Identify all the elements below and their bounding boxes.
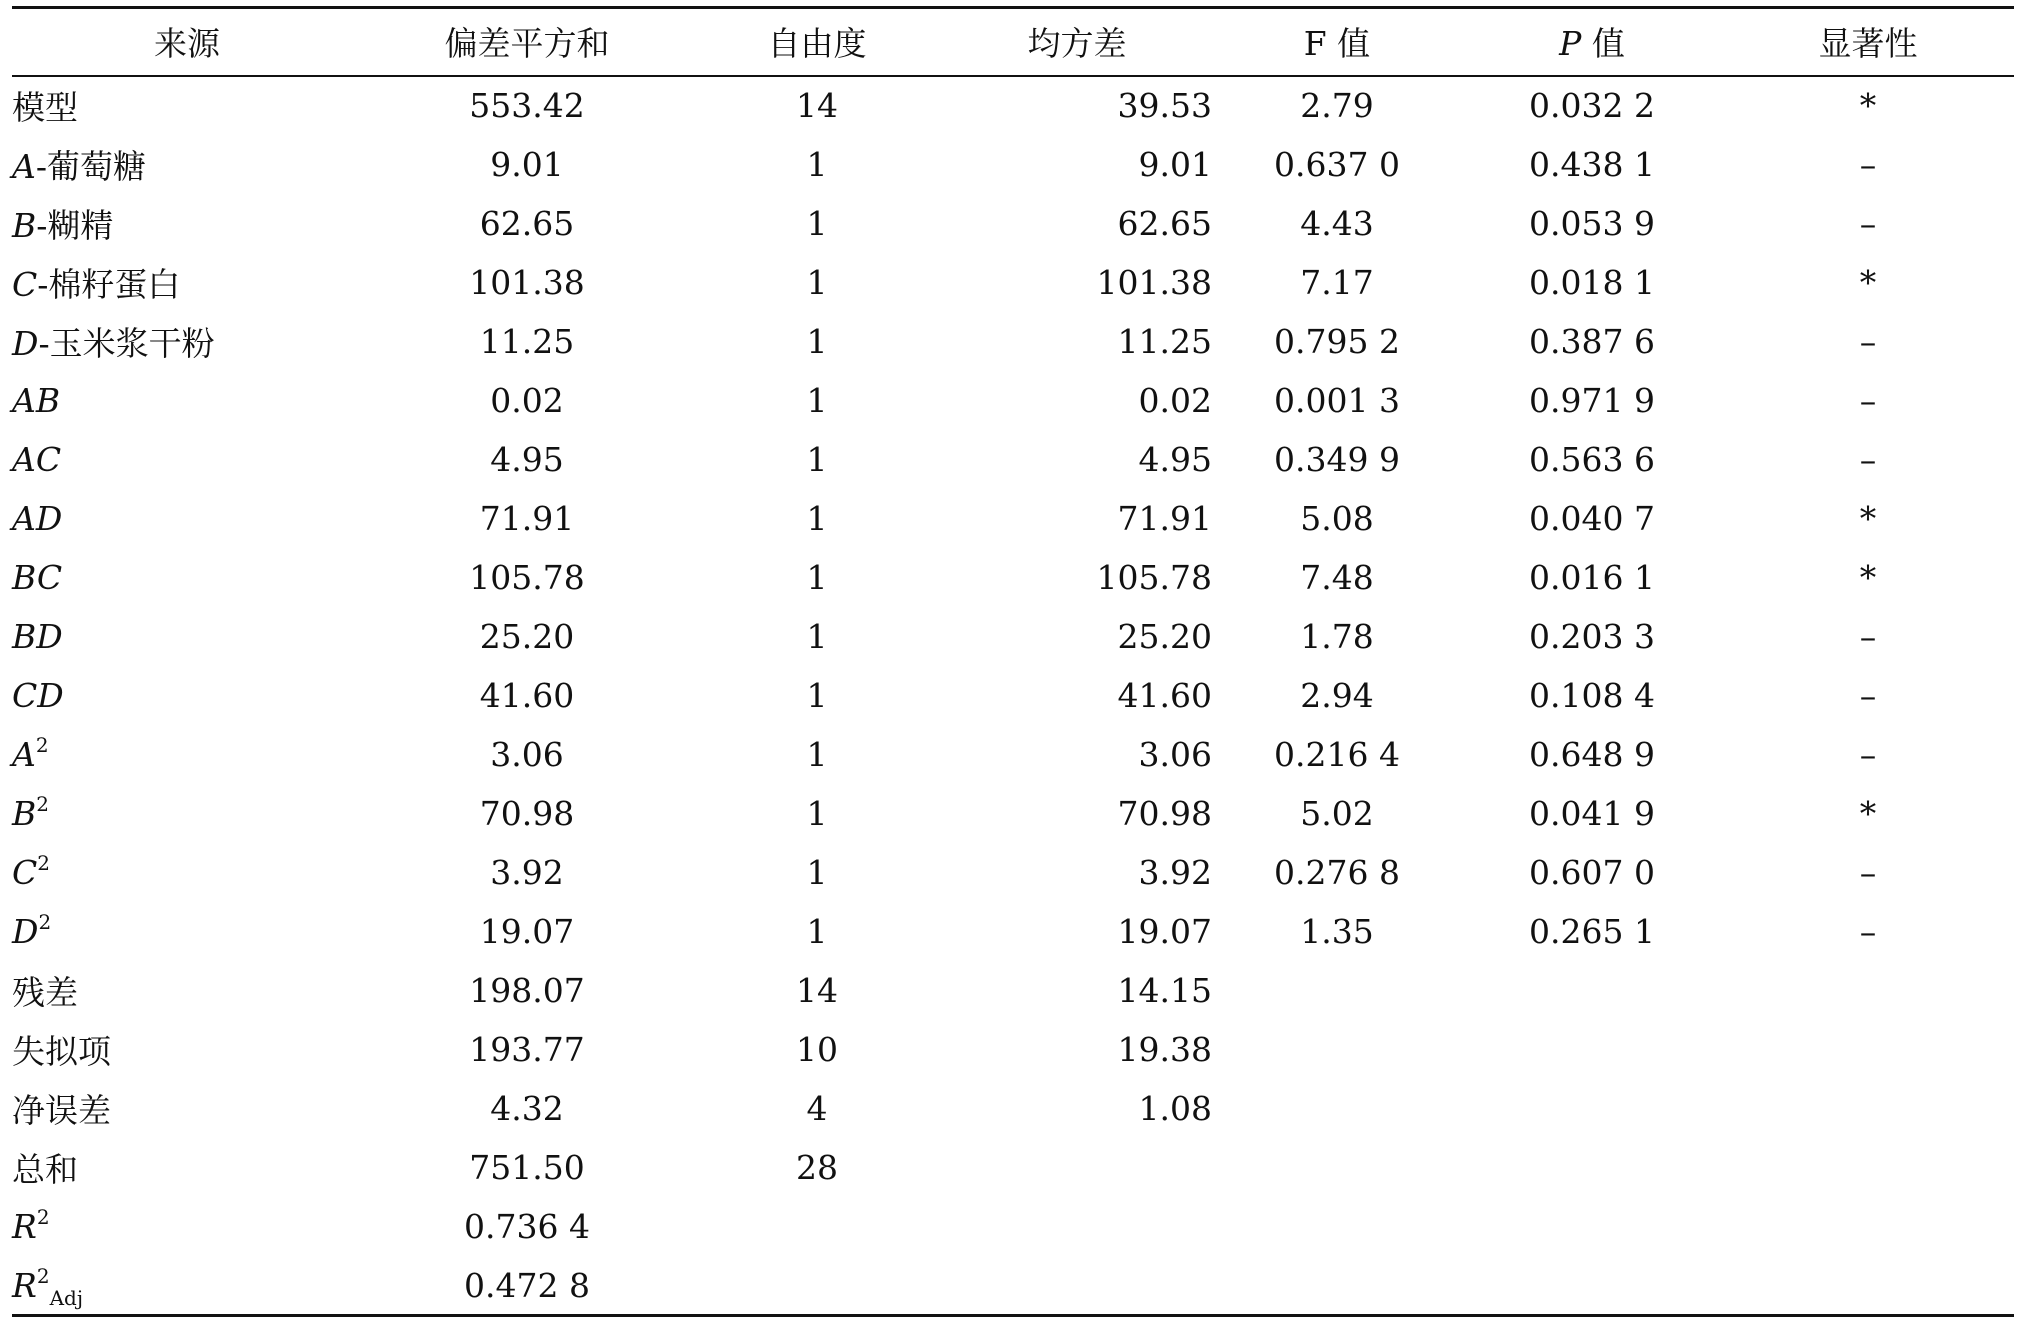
header-sum-of-squares: 偏差平方和 — [362, 8, 692, 76]
header-mean-square: 均方差 — [942, 8, 1212, 76]
source-cell — [12, 1079, 362, 1138]
df-cell: 10 — [796, 1030, 838, 1070]
table-row — [12, 1256, 2014, 1315]
f-value-cell: 2.79 — [1300, 86, 1374, 126]
significance-cell: – — [1859, 675, 1877, 715]
header-p-letter: P — [1559, 24, 1582, 64]
p-value-cell — [1462, 961, 1722, 1020]
sum-of-squares-cell: 105.78 — [469, 557, 585, 597]
mean-square-cell: 19.07 — [1117, 912, 1212, 952]
source-symbol: AD — [12, 498, 63, 538]
significance-cell: * — [1859, 262, 1877, 302]
df-cell: 1 — [806, 675, 828, 715]
table-row — [12, 489, 2014, 548]
p-value-cell: 0.053 9 — [1529, 203, 1655, 243]
sum-of-squares-cell: 62.65 — [479, 203, 575, 243]
significance-cell: – — [1859, 616, 1877, 656]
header-p-suffix: 值 — [1581, 24, 1625, 64]
df-cell: 4 — [806, 1089, 828, 1129]
source-cell — [12, 1138, 362, 1197]
table-row — [12, 253, 2014, 312]
f-value-cell — [1212, 1020, 1462, 1079]
f-value-cell — [1212, 1197, 1462, 1256]
mean-square-cell: 70.98 — [1117, 794, 1212, 834]
mean-square-cell: 39.53 — [1117, 86, 1212, 126]
p-value-cell — [1462, 1079, 1722, 1138]
significance-cell: – — [1859, 912, 1877, 952]
df-cell — [692, 1256, 942, 1315]
mean-square-cell: 62.65 — [1117, 203, 1212, 243]
table-row — [12, 548, 2014, 607]
mean-square-cell: 0.02 — [1138, 380, 1212, 420]
source-cell — [12, 548, 362, 607]
p-value-cell: 0.032 2 — [1529, 86, 1655, 126]
f-value-cell: 0.276 8 — [1274, 853, 1400, 893]
p-value-cell: 0.563 6 — [1529, 439, 1655, 479]
source-cell — [12, 725, 362, 784]
mean-square-cell: 14.15 — [1117, 971, 1212, 1011]
significance-cell: * — [1859, 794, 1877, 834]
source-cell — [12, 194, 362, 253]
p-value-cell — [1462, 1138, 1722, 1197]
source-superscript: 2 — [38, 910, 52, 935]
source-cell — [12, 253, 362, 312]
mean-square-cell — [942, 1138, 1212, 1197]
source-symbol: B — [12, 794, 37, 834]
source-symbol: A — [12, 146, 36, 186]
significance-cell: – — [1859, 203, 1877, 243]
table-row — [12, 312, 2014, 371]
df-cell: 14 — [796, 86, 838, 126]
sum-of-squares-cell: 553.42 — [469, 86, 585, 126]
mean-square-cell: 3.92 — [1138, 853, 1212, 893]
source-label: 净误差 — [12, 1091, 111, 1131]
f-value-cell — [1212, 1256, 1462, 1315]
f-value-cell: 0.795 2 — [1274, 321, 1400, 361]
table-row — [12, 430, 2014, 489]
source-label: 失拟项 — [12, 1032, 111, 1072]
sum-of-squares-cell: 3.92 — [490, 853, 564, 893]
f-value-cell — [1212, 961, 1462, 1020]
table-row — [12, 1197, 2014, 1256]
table-row — [12, 961, 2014, 1020]
p-value-cell: 0.971 9 — [1529, 380, 1655, 420]
table-row — [12, 843, 2014, 902]
sum-of-squares-cell: 25.20 — [479, 616, 575, 656]
f-value-cell: 1.35 — [1300, 912, 1374, 952]
source-superscript: 2 — [36, 792, 49, 817]
source-symbol: C — [12, 264, 38, 304]
mean-square-cell: 19.38 — [1117, 1030, 1212, 1070]
mean-square-cell: 25.20 — [1117, 616, 1212, 656]
p-value-cell: 0.040 7 — [1529, 498, 1655, 538]
df-cell: 28 — [796, 1148, 838, 1188]
significance-cell: – — [1859, 853, 1877, 893]
mean-square-cell: 101.38 — [1096, 262, 1212, 302]
df-cell: 1 — [806, 439, 828, 479]
mean-square-cell: 4.95 — [1138, 439, 1212, 479]
table-row — [12, 135, 2014, 194]
sum-of-squares-cell: 751.50 — [469, 1148, 585, 1188]
sum-of-squares-cell: 193.77 — [469, 1030, 585, 1070]
mean-square-cell — [942, 1256, 1212, 1315]
df-cell: 1 — [806, 616, 828, 656]
p-value-cell: 0.016 1 — [1529, 557, 1655, 597]
sum-of-squares-cell: 0.736 4 — [464, 1207, 590, 1247]
table-row — [12, 1138, 2014, 1197]
sum-of-squares-cell: 9.01 — [490, 144, 564, 184]
df-cell: 14 — [796, 971, 838, 1011]
df-cell: 1 — [806, 203, 828, 243]
source-label: -糊精 — [36, 205, 114, 245]
significance-cell: – — [1859, 735, 1877, 775]
significance-cell — [1722, 1256, 2014, 1315]
f-value-cell: 7.17 — [1300, 262, 1374, 302]
f-value-cell: 1.78 — [1300, 616, 1374, 656]
df-cell: 1 — [806, 498, 828, 538]
source-symbol: BC — [12, 557, 63, 597]
mean-square-cell — [942, 1197, 1212, 1256]
source-cell — [12, 1020, 362, 1079]
table-row — [12, 371, 2014, 430]
significance-cell: – — [1859, 380, 1877, 420]
header-row — [12, 8, 2014, 76]
source-cell — [12, 666, 362, 725]
sum-of-squares-cell: 198.07 — [469, 971, 585, 1011]
source-subscript: Adj — [49, 1285, 84, 1310]
df-cell: 1 — [806, 557, 828, 597]
table-row — [12, 725, 2014, 784]
p-value-cell — [1462, 1256, 1722, 1315]
p-value-cell: 0.387 6 — [1529, 321, 1655, 361]
p-value-cell: 0.607 0 — [1529, 853, 1655, 893]
f-value-cell: 0.349 9 — [1274, 439, 1400, 479]
source-symbol: D — [12, 912, 39, 952]
mean-square-cell: 71.91 — [1117, 498, 1212, 538]
source-label: -玉米浆干粉 — [38, 323, 215, 363]
significance-cell — [1722, 1020, 2014, 1079]
mean-square-cell: 9.01 — [1138, 144, 1212, 184]
table-row — [12, 194, 2014, 253]
source-cell — [12, 843, 362, 902]
mean-square-cell: 1.08 — [1138, 1089, 1212, 1129]
f-value-cell: 2.94 — [1300, 675, 1374, 715]
df-cell: 1 — [806, 912, 828, 952]
source-label: 总和 — [12, 1150, 78, 1190]
p-value-cell — [1462, 1197, 1722, 1256]
sum-of-squares-cell: 4.32 — [490, 1089, 564, 1129]
significance-cell: – — [1859, 439, 1877, 479]
f-value-cell: 0.637 0 — [1274, 144, 1400, 184]
table-row — [12, 666, 2014, 725]
source-superscript: 2 — [36, 1205, 50, 1230]
source-symbol: D — [12, 323, 39, 363]
sum-of-squares-cell: 70.98 — [479, 794, 575, 834]
f-value-cell: 0.001 3 — [1274, 380, 1400, 420]
source-cell — [12, 1256, 362, 1315]
mean-square-cell: 41.60 — [1117, 675, 1212, 715]
significance-cell: * — [1859, 557, 1877, 597]
source-label: -葡萄糖 — [35, 146, 146, 186]
f-value-cell — [1212, 1138, 1462, 1197]
significance-cell — [1722, 1197, 2014, 1256]
table-row — [12, 902, 2014, 961]
p-value-cell: 0.438 1 — [1529, 144, 1655, 184]
anova-table — [12, 6, 2014, 1317]
source-superscript: 2 — [36, 1263, 50, 1288]
table-row — [12, 1020, 2014, 1079]
df-cell: 1 — [806, 321, 828, 361]
significance-cell — [1722, 1138, 2014, 1197]
table-row — [12, 76, 2014, 135]
source-symbol: R — [12, 1265, 37, 1305]
source-label: -棉籽蛋白 — [37, 264, 181, 304]
mean-square-cell: 11.25 — [1117, 321, 1212, 361]
sum-of-squares-cell: 41.60 — [479, 675, 575, 715]
source-cell — [12, 607, 362, 666]
p-value-cell: 0.203 3 — [1529, 616, 1655, 656]
source-superscript: 2 — [35, 733, 49, 758]
table-row — [12, 1079, 2014, 1138]
df-cell: 1 — [806, 380, 828, 420]
f-value-cell: 0.216 4 — [1274, 735, 1400, 775]
df-cell: 1 — [806, 735, 828, 775]
df-cell: 1 — [806, 144, 828, 184]
source-label: 残差 — [12, 973, 78, 1013]
table-header — [12, 8, 2014, 76]
table-body — [12, 76, 2014, 1316]
table-row — [12, 784, 2014, 843]
f-value-cell — [1212, 1079, 1462, 1138]
p-value-cell: 0.265 1 — [1529, 912, 1655, 952]
sum-of-squares-cell: 4.95 — [490, 439, 564, 479]
df-cell — [692, 1197, 942, 1256]
source-cell — [12, 784, 362, 843]
header-source: 来源 — [12, 8, 362, 76]
f-value-cell: 7.48 — [1300, 557, 1374, 597]
header-p-value — [1462, 8, 1722, 76]
source-cell — [12, 1197, 362, 1256]
sum-of-squares-cell: 101.38 — [469, 262, 585, 302]
sum-of-squares-cell: 11.25 — [479, 321, 575, 361]
source-symbol: BD — [12, 616, 63, 656]
source-cell — [12, 902, 362, 961]
mean-square-cell: 105.78 — [1096, 557, 1212, 597]
source-symbol: B — [12, 205, 37, 245]
significance-cell: – — [1859, 321, 1877, 361]
p-value-cell: 0.041 9 — [1529, 794, 1655, 834]
source-cell — [12, 76, 362, 135]
header-significance: 显著性 — [1722, 8, 2014, 76]
f-value-cell: 5.02 — [1300, 794, 1374, 834]
header-f-value: F 值 — [1212, 8, 1462, 76]
source-symbol: CD — [12, 675, 64, 715]
source-symbol: A — [12, 735, 36, 775]
df-cell: 1 — [806, 853, 828, 893]
source-cell — [12, 489, 362, 548]
source-symbol: AC — [12, 439, 62, 479]
source-cell — [12, 961, 362, 1020]
sum-of-squares-cell: 3.06 — [490, 735, 564, 775]
source-cell — [12, 135, 362, 194]
header-df: 自由度 — [692, 8, 942, 76]
df-cell: 1 — [806, 262, 828, 302]
p-value-cell: 0.648 9 — [1529, 735, 1655, 775]
p-value-cell: 0.018 1 — [1529, 262, 1655, 302]
sum-of-squares-cell: 71.91 — [479, 498, 575, 538]
sum-of-squares-cell: 0.02 — [490, 380, 564, 420]
source-cell — [12, 430, 362, 489]
source-symbol: C — [12, 853, 38, 893]
source-symbol: AB — [12, 380, 61, 420]
significance-cell: – — [1859, 144, 1877, 184]
df-cell: 1 — [806, 794, 828, 834]
p-value-cell — [1462, 1020, 1722, 1079]
source-symbol: R — [12, 1207, 37, 1247]
f-value-cell: 4.43 — [1300, 203, 1374, 243]
significance-cell: * — [1859, 498, 1877, 538]
sum-of-squares-cell: 0.472 8 — [362, 1256, 692, 1315]
sum-of-squares-cell: 19.07 — [479, 912, 575, 952]
f-value-cell: 5.08 — [1300, 498, 1374, 538]
significance-cell — [1722, 961, 2014, 1020]
significance-cell — [1722, 1079, 2014, 1138]
source-cell — [12, 312, 362, 371]
p-value-cell: 0.108 4 — [1529, 675, 1655, 715]
table-row — [12, 607, 2014, 666]
mean-square-cell: 3.06 — [1138, 735, 1212, 775]
source-superscript: 2 — [37, 851, 50, 876]
source-label: 模型 — [12, 88, 78, 128]
significance-cell: * — [1859, 86, 1877, 126]
source-cell — [12, 371, 362, 430]
